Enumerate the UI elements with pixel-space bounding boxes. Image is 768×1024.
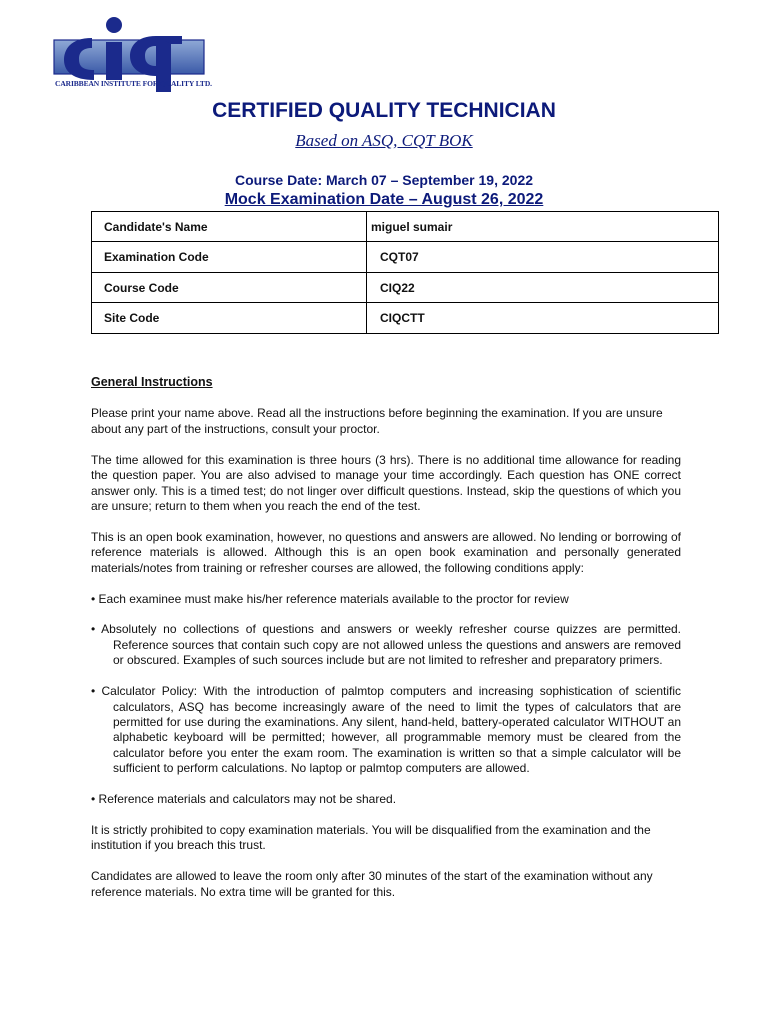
instruction-paragraph: Please print your name above. Read all the instructions before beginning the examination. If you are unsure about any part of the instructions, consult your proctor. <box>91 406 663 436</box>
candidate-name-value[interactable]: miguel sumair <box>367 212 719 242</box>
candidate-info-table <box>91 211 719 334</box>
course-date: Course Date: March 07 – September 19, 2022 <box>234 172 534 188</box>
instruction-paragraph: It is strictly prohibited to copy examination materials. You will be disqualified from the examination and the institution if you breach this trust. <box>91 823 651 853</box>
instruction-bullet: • Absolutely no collections of questions and answers or weekly refresher course quizzes are permitted. Reference sources that contain such copy are not allowed unless the questions and answers are removed or obscured. Examples of such sources include but are not limited to refresher and preparatory primers. <box>91 622 681 668</box>
document-title: CERTIFIED QUALITY TECHNICIAN <box>212 99 556 122</box>
examination-code-label: Examination Code <box>92 242 367 273</box>
instruction-bullet: • Calculator Policy: With the introduction of palmtop computers and increasing sophistication of scientific calculators, ASQ has become increasingly aware of the need to limit the types of calculators that are permitted for use during the examinations. Any silent, hand-held, battery-operated calculator WITHOUT an alphabetic keyboard will be permitted; however, all programmable memory must be cleared from the calculator before you enter the exam room. The examination is written so that a simple calculator will be sufficient to perform calculations. No laptop or palmtop computers are allowed. <box>91 684 681 776</box>
table-row <box>92 273 719 303</box>
instruction-bullet: • Each examinee must make his/her reference materials available to the proctor for review <box>91 591 569 606</box>
instructions-section <box>91 375 681 916</box>
site-code-value: CIQCTT <box>367 303 719 334</box>
examination-code-value: CQT07 <box>367 242 719 273</box>
instruction-bullet: • Reference materials and calculators may not be shared. <box>91 792 397 807</box>
instruction-paragraph: This is an open book examination, however, no questions and answers are allowed. No lending or borrowing of reference materials is allowed. Although this is an open book examination and personally generated materials/notes from training or refresher courses are allowed, the following conditions apply: <box>91 529 681 575</box>
table-row <box>92 242 719 273</box>
mock-exam-date-text: Mock Examination Date – August 26, 2022 <box>224 191 544 208</box>
candidate-name-label: Candidate's Name <box>92 212 367 242</box>
document-subtitle: Based on ASQ, CQT BOK <box>295 131 473 150</box>
table-row <box>92 212 719 242</box>
logo-subtitle: CARIBBEAN INSTITUTE FOR QUALITY LTD. <box>55 79 212 88</box>
instructions-heading: General Instructions <box>91 375 213 389</box>
table-row <box>92 303 719 334</box>
instruction-paragraph: The time allowed for this examination is three hours (3 hrs). There is no additional time allowance for reading the question paper. You are also advised to manage your time accordingly. Each question has ONE correct answer only. This is a timed test; do not linger over difficult questions. Instead, skip the questions of which you are unsure; return to them when you reach the end of the test. <box>91 452 681 513</box>
course-code-label: Course Code <box>92 273 367 303</box>
site-code-label: Site Code <box>92 303 367 334</box>
instruction-paragraph: Candidates are allowed to leave the room only after 30 minutes of the start of the examination without any reference materials. No extra time will be granted for this. <box>91 869 653 899</box>
mock-exam-date <box>0 191 768 209</box>
course-code-value: CIQ22 <box>367 273 719 303</box>
